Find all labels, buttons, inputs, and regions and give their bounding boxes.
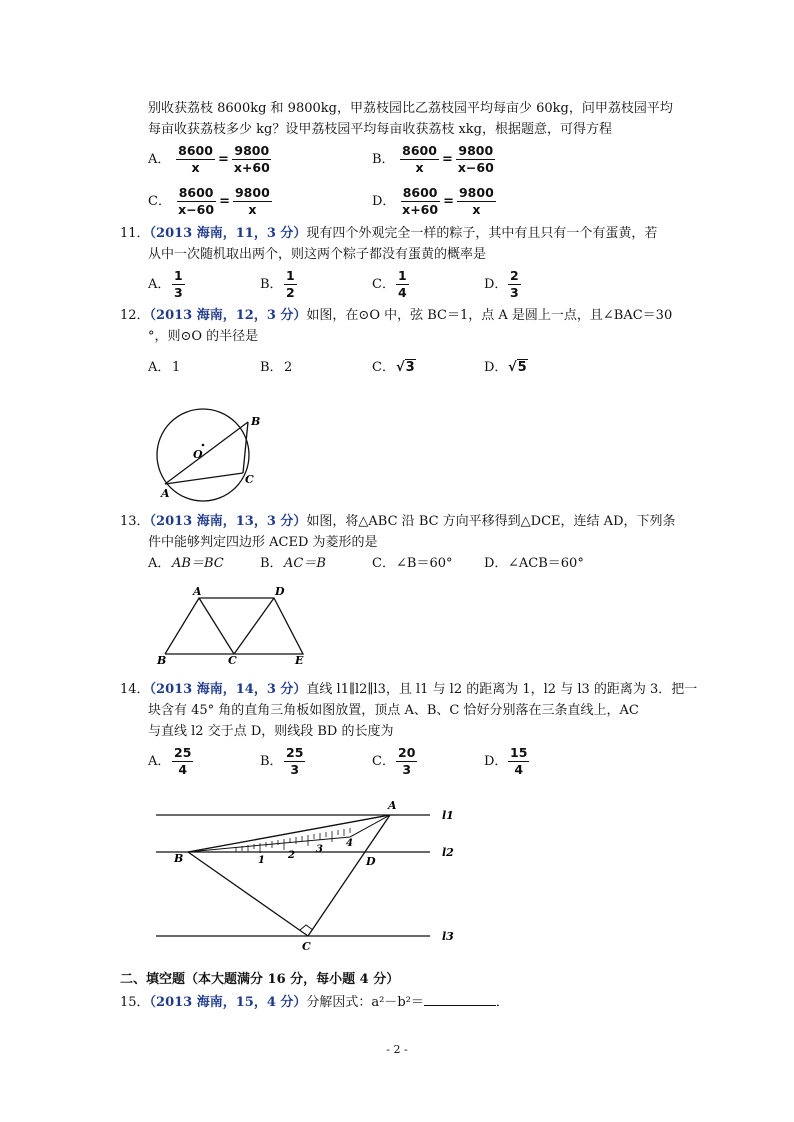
- label-c: C: [228, 654, 237, 667]
- q13-option-c: C．∠B＝60°: [372, 556, 453, 571]
- q12-source: （2013 海南，12，3 分）: [149, 308, 307, 323]
- label-a: A: [388, 799, 397, 812]
- label-l3: l3: [442, 930, 454, 943]
- q10-option-c: C． $\frac{8600}{x-60}$ = $\frac{9800}{x}$: [148, 185, 270, 217]
- tick-3: 3: [316, 844, 323, 855]
- label-o: O: [193, 448, 203, 461]
- q10-option-d: D． $\frac{8600}{x+60}$ = $\frac{9800}{x}$: [372, 185, 494, 217]
- q13-option-a: A． AB＝BC: [148, 556, 224, 571]
- q11-line1: 11．（2013 海南，11，3 分）现有四个外观完全一样的粽子，其中有且只有一个有蛋黄，若: [120, 226, 658, 241]
- q13-rhombus-figure: [155, 582, 315, 668]
- tick-1: 1: [258, 855, 265, 866]
- q10-line2: 每亩收获荔枝多少 kg？设甲荔枝园平均每亩收获荔枝 xkg，根据题意，可得方程: [148, 122, 612, 137]
- q12-option-a: A． 1: [148, 360, 181, 375]
- q11-option-c: C． $\frac{1}{4}$: [372, 268, 407, 300]
- q14-line1: 14．（2013 海南，14，3 分）直线 l1∥l2∥l3，且 l1 与 l2 的距离为 1，l2 与 l3 的距离为 3．把一: [120, 682, 698, 697]
- tick-4: 4: [346, 838, 353, 849]
- q10-option-b: B． $\frac{8600}{x}$ = $\frac{9800}{x-60}$: [372, 143, 494, 175]
- label-e: E: [295, 654, 304, 667]
- label-l1: l1: [442, 809, 454, 822]
- q10-option-a: A． $\frac{8600}{x}$ = $\frac{9800}{x+60}$: [148, 143, 270, 175]
- q10-line1: 别收获荔枝 8600kg 和 9800kg，甲荔枝园比乙荔枝园平均每亩少 60kg，问甲荔枝园平均: [148, 101, 673, 116]
- section2-heading: 二、填空题（本大题满分 16 分，每小题 4 分）: [120, 972, 400, 987]
- q14-source: （2013 海南，14，3 分）: [149, 682, 307, 697]
- label-d: D: [366, 855, 376, 868]
- tick-2: 2: [288, 850, 295, 861]
- q14-option-b: B． $\frac{25}{3}$: [260, 745, 304, 777]
- q13-line1: 13．（2013 海南，13，3 分）如图，将△ABC 沿 BC 方向平移得到△DCE，连结 AD，下列条: [120, 514, 676, 529]
- q13-option-b: B．AC＝B: [260, 556, 326, 571]
- q12-circle-figure: [145, 405, 275, 505]
- q11-option-a: A． $\frac{1}{3}$: [148, 268, 183, 300]
- label-b: B: [174, 852, 184, 865]
- label-a: A: [193, 585, 202, 598]
- q14-option-a: A． $\frac{25}{4}$: [148, 745, 192, 777]
- q12-option-b: B．2: [260, 360, 293, 375]
- q14-line2: 块含有 45° 角的直角三角板如图放置，顶点 A、B、C 恰好分别落在三条直线上，AC: [148, 703, 639, 718]
- q12-line2: °，则⊙O 的半径是: [148, 329, 259, 344]
- q12-option-d: D．√5: [484, 360, 527, 375]
- q14-option-d: D． $\frac{15}{4}$: [484, 745, 528, 777]
- q12-option-c: C．√3: [372, 360, 415, 375]
- q13-option-d: D．∠ACB＝60°: [484, 556, 584, 571]
- q13-line2: 件中能够判定四边形 ACED 为菱形的是: [148, 535, 378, 550]
- q14-option-c: C． $\frac{20}{3}$: [372, 745, 416, 777]
- q15-line: 15．（2013 海南，15，4 分）分解因式：a²－b²＝ ．: [120, 992, 509, 1013]
- q15-source: （2013 海南，15，4 分）: [149, 995, 307, 1010]
- q13-source: （2013 海南，13，3 分）: [149, 514, 307, 529]
- q11-line2: 从中一次随机取出两个，则这两个粽子都没有蛋黄的概率是: [148, 247, 487, 262]
- q11-option-b: B． $\frac{1}{2}$: [260, 268, 295, 300]
- label-b: B: [157, 654, 167, 667]
- answer-blank[interactable]: [424, 992, 496, 1006]
- q11-source: （2013 海南，11，3 分）: [149, 226, 307, 241]
- q12-line1: 12．（2013 海南，12，3 分）如图，在⊙O 中，弦 BC＝1，点 A 是圆上一点，且∠BAC＝30: [120, 308, 673, 323]
- page-number: - 2 -: [386, 1043, 408, 1056]
- label-c: C: [302, 940, 311, 953]
- label-c: C: [245, 473, 254, 486]
- q14-triangle-figure: [150, 795, 470, 955]
- q11-option-d: D． $\frac{2}{3}$: [484, 268, 519, 300]
- q14-line3: 与直线 l2 交于点 D，则线段 BD 的长度为: [148, 724, 394, 739]
- label-b: B: [251, 415, 261, 428]
- label-l2: l2: [442, 846, 454, 859]
- label-a: A: [161, 487, 170, 500]
- label-d: D: [275, 585, 285, 598]
